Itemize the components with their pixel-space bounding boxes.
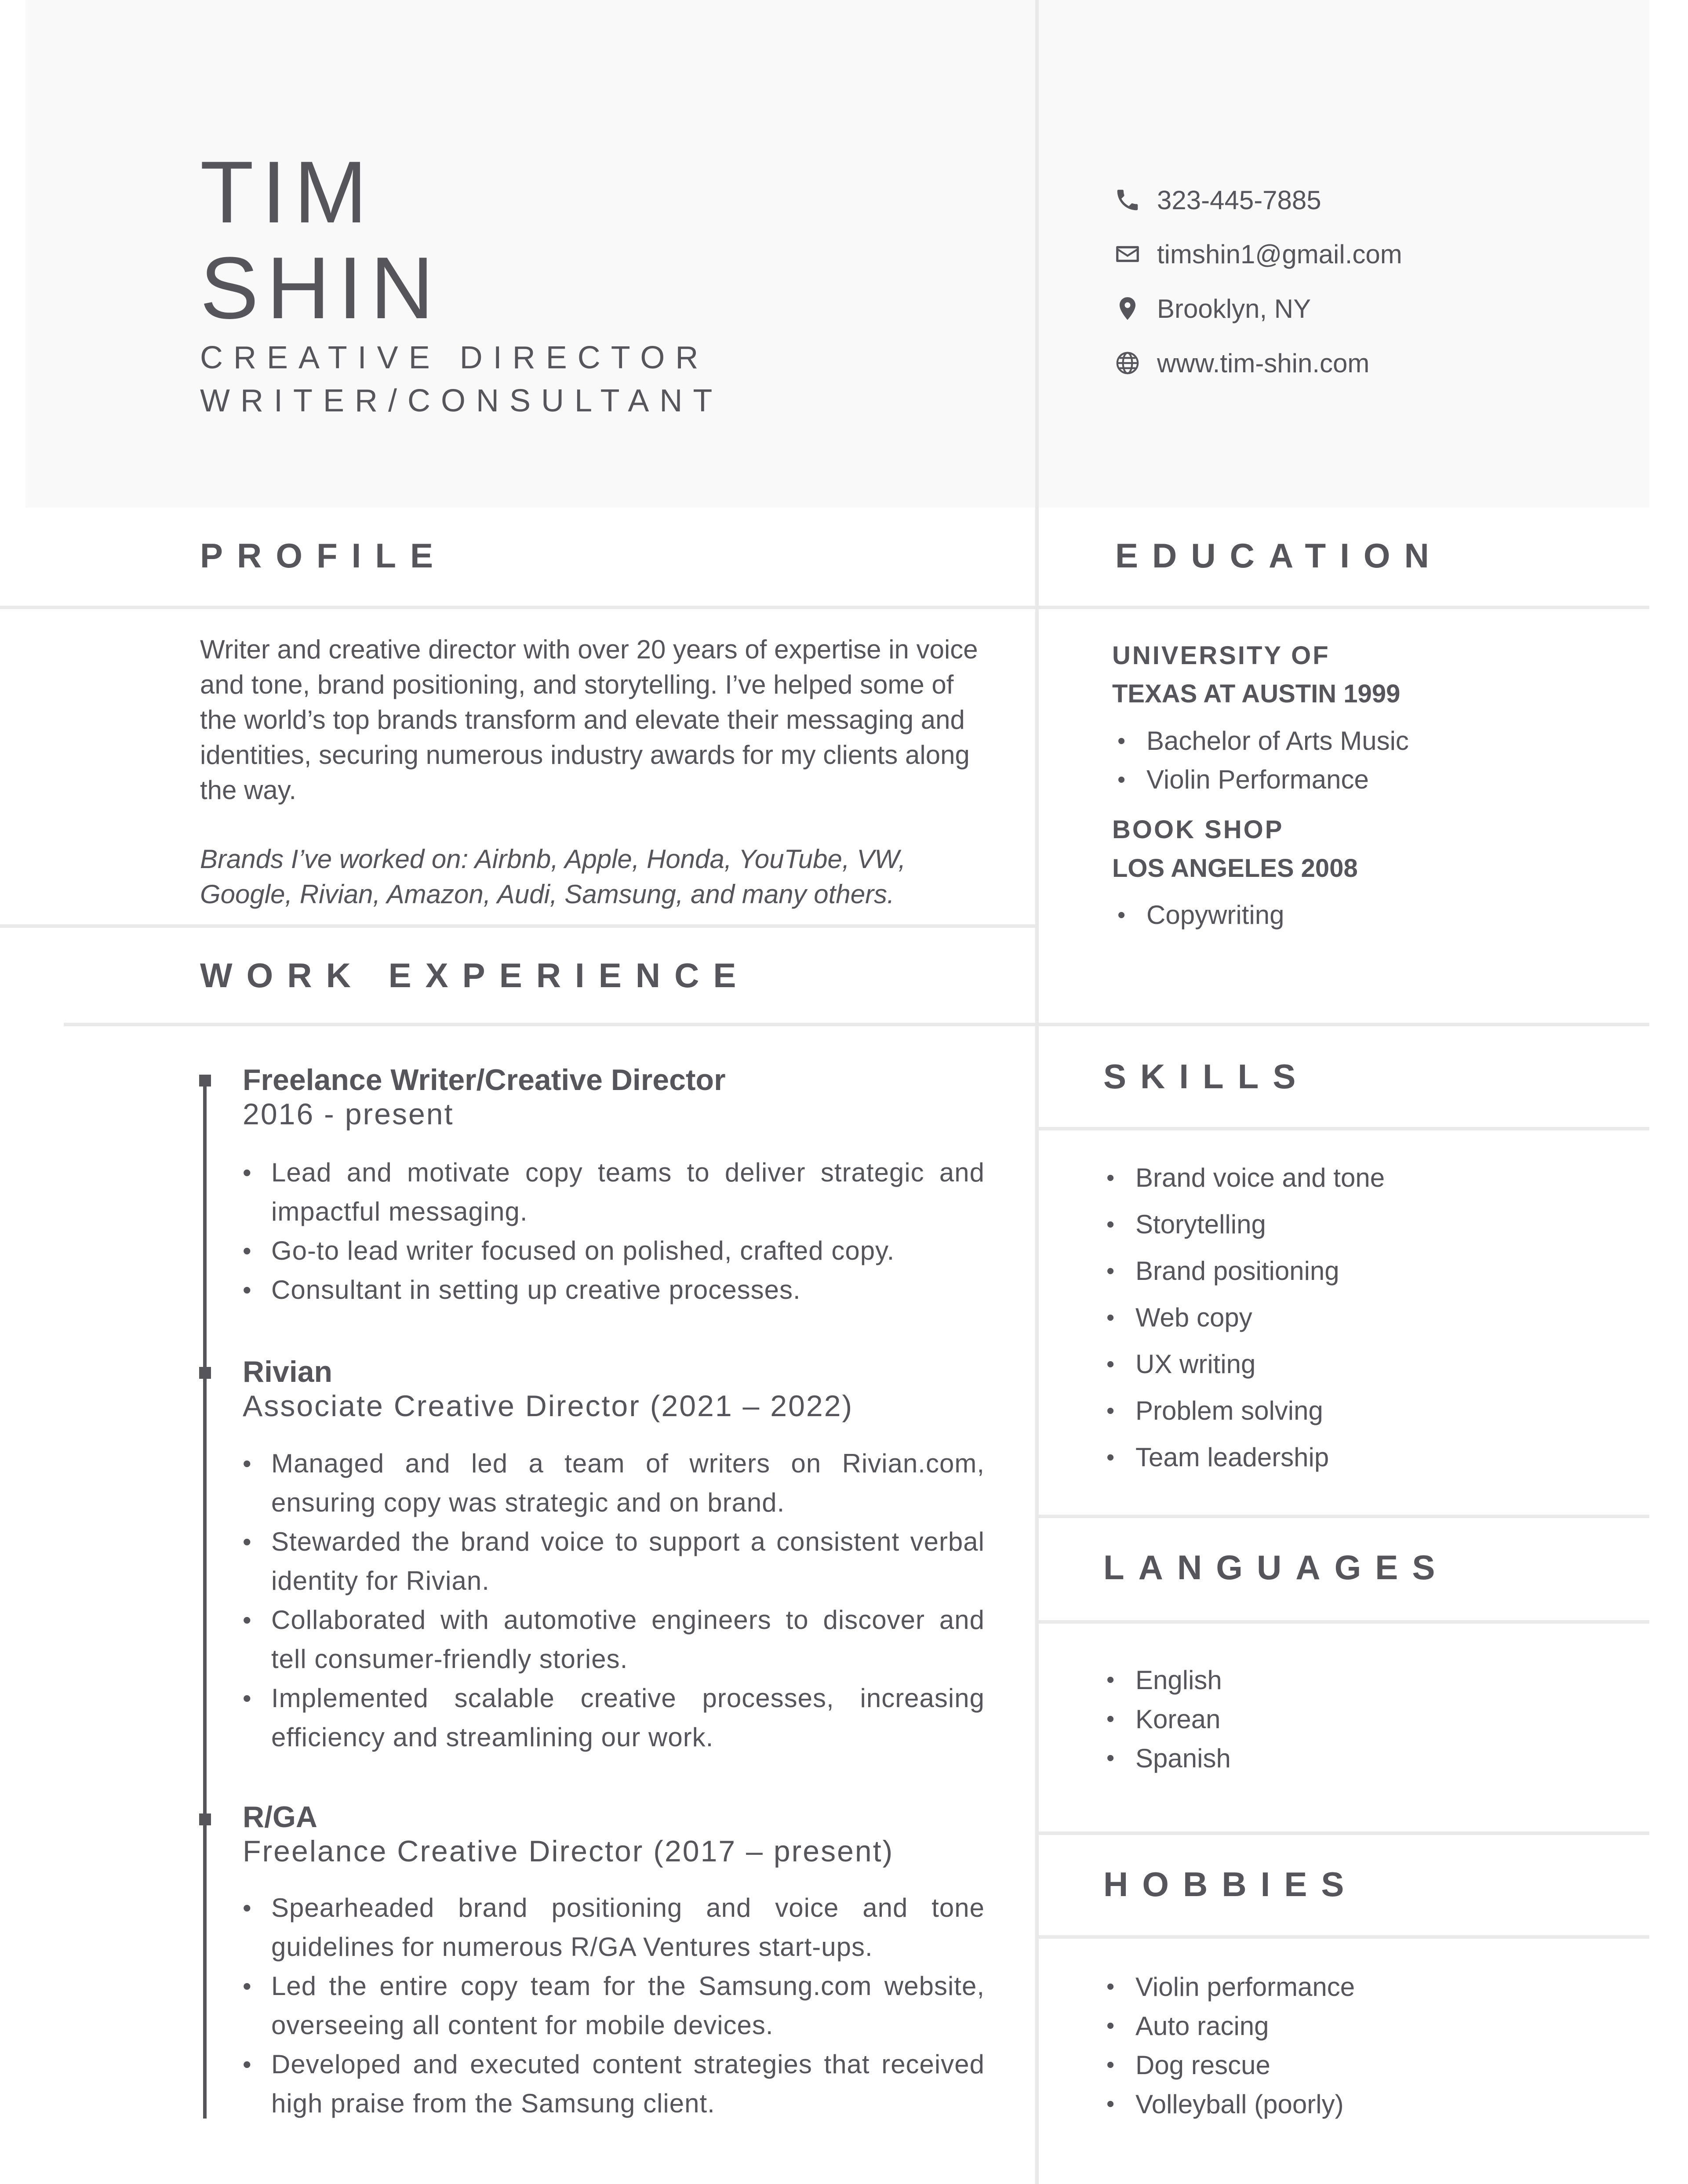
list-item: • Volleyball (poorly) — [1101, 2085, 1355, 2124]
globe-icon — [1112, 348, 1143, 378]
job-title: Rivian — [243, 1355, 333, 1388]
contact-email — [1112, 232, 1402, 276]
work-experience-heading: WORK EXPERIENCE — [200, 956, 750, 995]
website-link[interactable]: www.tim-shin.com — [1157, 348, 1370, 378]
school-detail: LOS ANGELES 2008 — [1112, 854, 1358, 883]
last-name: SHIN — [200, 239, 442, 337]
location-text: Brooklyn, NY — [1157, 294, 1311, 323]
list-item: • Web copy — [1101, 1294, 1385, 1341]
job-title: R/GA — [243, 1800, 317, 1834]
divider — [1039, 606, 1649, 609]
list-item: • Copywriting — [1112, 896, 1284, 934]
job-bullets — [243, 1888, 985, 2123]
divider — [0, 924, 1035, 928]
list-item: • Led the entire copy team for the Samsung.com website, overseeing all content for mobile devices. — [243, 1966, 985, 2045]
list-item: • Brand positioning — [1101, 1248, 1385, 1294]
job-subtitle: Freelance Creative Director (2017 – present) — [243, 1835, 894, 1868]
timeline-line — [203, 1080, 207, 2119]
skills-list — [1101, 1155, 1385, 1481]
education-heading: EDUCATION — [1115, 536, 1443, 575]
education-items — [1112, 896, 1284, 934]
timeline-marker — [199, 1367, 211, 1379]
job-subtitle: Associate Creative Director (2021 – 2022) — [243, 1389, 854, 1423]
list-item: • Spanish — [1101, 1739, 1231, 1778]
hobbies-heading: HOBBIES — [1103, 1865, 1358, 1904]
list-item: • Developed and executed content strategies that received high praise from the Samsung client. — [243, 2045, 985, 2123]
school-name: BOOK SHOP — [1112, 815, 1284, 844]
timeline-marker — [199, 1075, 211, 1087]
contact-phone — [1112, 178, 1321, 222]
list-item: • Violin Performance — [1112, 760, 1409, 799]
languages-list — [1101, 1661, 1231, 1778]
list-item: • Collaborated with automotive engineers to discover and tell consumer-friendly stories. — [243, 1600, 985, 1679]
divider — [0, 606, 1035, 609]
list-item: • English — [1101, 1661, 1231, 1700]
list-item: • Violin performance — [1101, 1967, 1355, 2006]
list-item: • Managed and led a team of writers on Rivian.com, ensuring copy was strategic and on brand. — [243, 1444, 985, 1522]
list-item: • Consultant in setting up creative processes. — [243, 1270, 985, 1309]
profile-brands: Brands I’ve worked on: Airbnb, Apple, Honda, YouTube, VW, Google, Rivian, Amazon, Audi, Samsung, and many others. — [200, 844, 906, 909]
job-bullets — [243, 1153, 985, 1309]
list-item: • Korean — [1101, 1700, 1231, 1739]
list-item: • UX writing — [1101, 1341, 1385, 1388]
profile-text: Writer and creative director with over 20 years of expertise in voice and tone, brand positioning, and storytelling. I’ve helped some of the world’s top brands transform and elevate their messaging and identities, securing numerous industry awards for my clients along the way. — [200, 635, 978, 805]
list-item: • Bachelor of Arts Music — [1112, 722, 1409, 760]
list-item: • Lead and motivate copy teams to deliver strategic and impactful messaging. — [243, 1153, 985, 1231]
list-item: • Implemented scalable creative processes, increasing efficiency and streamlining our work. — [243, 1679, 985, 1757]
list-item: • Go-to lead writer focused on polished, crafted copy. — [243, 1231, 985, 1270]
email-address: timshin1@gmail.com — [1157, 239, 1402, 269]
school-name: UNIVERSITY OF — [1112, 641, 1330, 670]
first-name: TIM — [200, 143, 375, 241]
mail-icon — [1112, 239, 1143, 269]
school-detail: TEXAS AT AUSTIN 1999 — [1112, 680, 1401, 708]
education-items — [1112, 722, 1409, 799]
list-item: • Problem solving — [1101, 1388, 1385, 1434]
divider — [1039, 1620, 1649, 1624]
job-title: Freelance Writer/Creative Director — [243, 1063, 726, 1097]
divider — [1039, 1023, 1649, 1026]
list-item: • Dog rescue — [1101, 2046, 1355, 2085]
list-item: • Team leadership — [1101, 1434, 1385, 1481]
list-item: • Auto racing — [1101, 2006, 1355, 2046]
phone-icon — [1112, 185, 1143, 215]
contact-location — [1112, 287, 1311, 331]
list-item: • Spearheaded brand positioning and voice and tone guidelines for numerous R/GA Ventures start-ups. — [243, 1888, 985, 1966]
divider — [1039, 1127, 1649, 1130]
languages-heading: LANGUAGES — [1103, 1548, 1449, 1587]
list-item: • Brand voice and tone — [1101, 1155, 1385, 1201]
hobbies-list — [1101, 1967, 1355, 2124]
profile-heading: PROFILE — [200, 536, 447, 575]
divider — [1039, 1515, 1649, 1518]
divider — [64, 1023, 1035, 1026]
role-line-2: WRITER/CONSULTANT — [200, 383, 723, 418]
contact-website — [1112, 341, 1369, 385]
skills-heading: SKILLS — [1103, 1057, 1310, 1096]
location-pin-icon — [1112, 293, 1143, 324]
list-item: • Storytelling — [1101, 1201, 1385, 1248]
timeline-marker — [199, 1813, 211, 1825]
divider — [1039, 1935, 1649, 1939]
job-bullets — [243, 1444, 985, 1757]
phone-number: 323-445-7885 — [1157, 185, 1321, 215]
list-item: • Stewarded the brand voice to support a consistent verbal identity for Rivian. — [243, 1522, 985, 1600]
job-subtitle: 2016 - present — [243, 1097, 454, 1131]
column-divider — [1035, 0, 1039, 2184]
divider — [1039, 1832, 1649, 1835]
role-line-1: CREATIVE DIRECTOR — [200, 340, 709, 375]
